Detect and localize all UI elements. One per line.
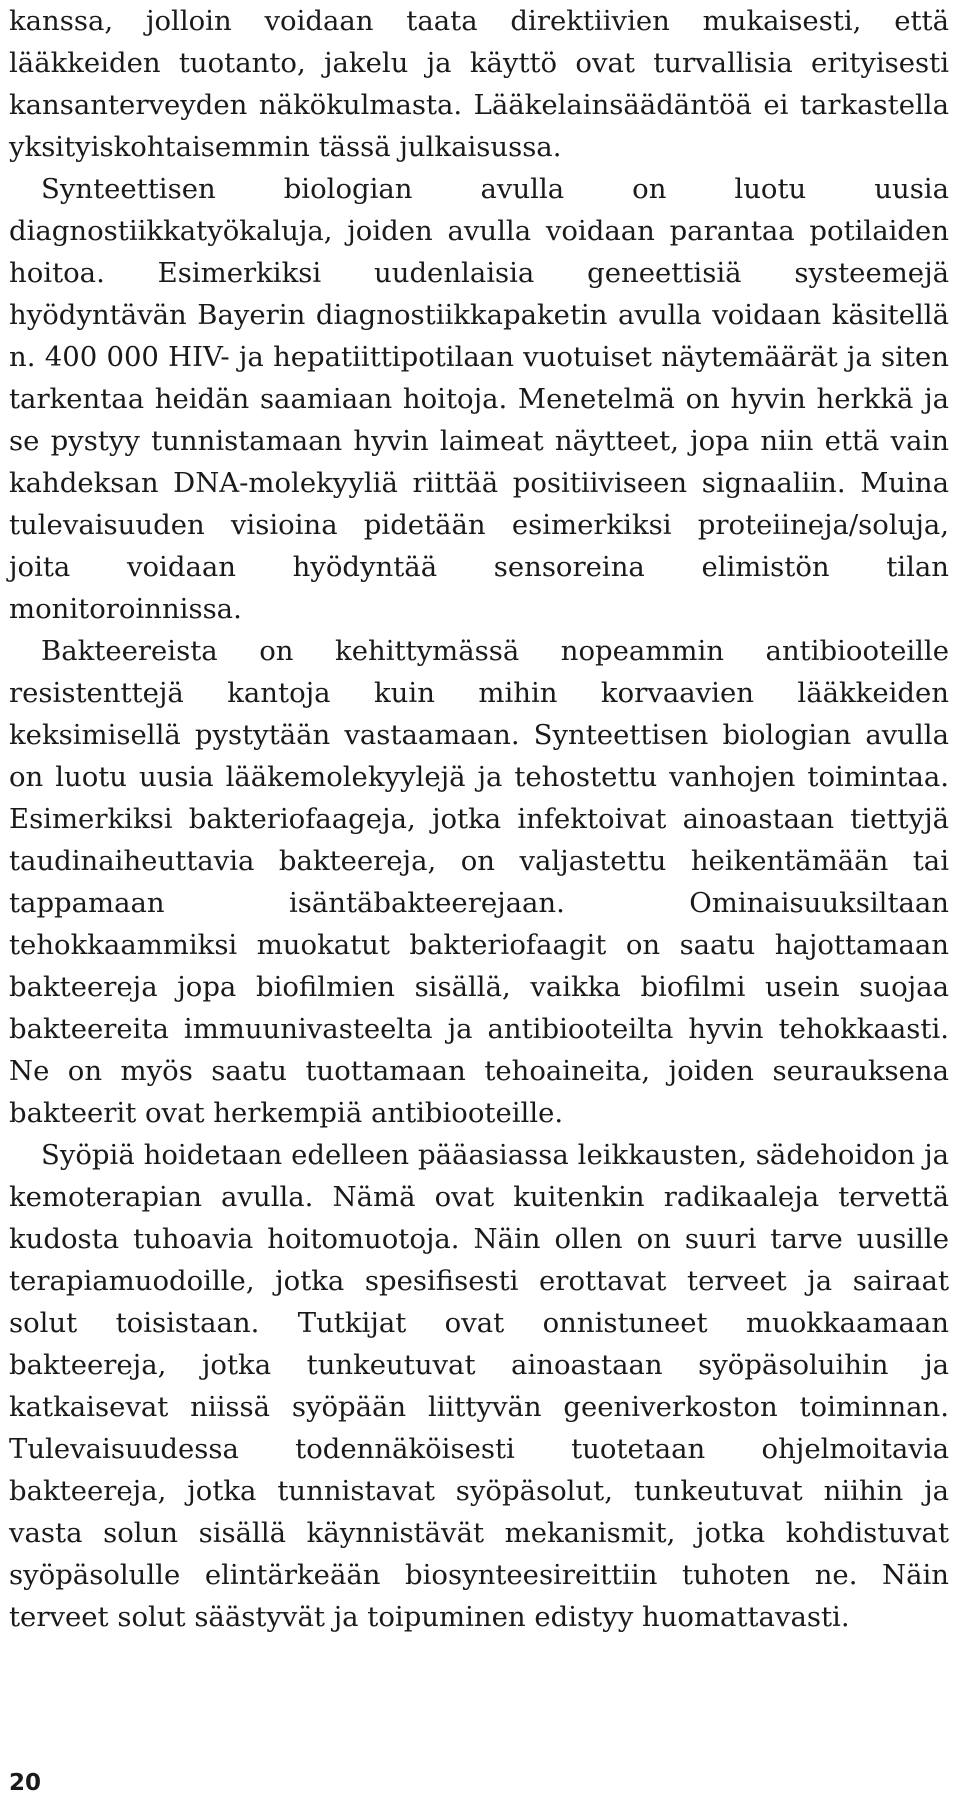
paragraph-continued: kanssa, jolloin voidaan taata direktiivien mukaisesti, että lääkkeiden tuotanto, jakelu ja käyttö ovat turvallisia erityisesti kansanterveyden näkökulmasta. Lääkelainsäädäntöä ei tarkastella yksityiskohtaisemmin tässä julkaisussa. [9,5,949,163]
paragraph-diagnostics: Synteettisen biologian avulla on luotu uusia diagnostiikkatyökaluja, joiden avulla voidaan parantaa potilaiden hoitoa. Esimerkiksi uudenlaisia geneettisiä systeemejä hyödyntävän Bayerin diagnostiikkapaketin avulla voidaan käsitellä n. 400 000 HIV- ja hepatiittipotilaan vuotuiset näytemäärät ja siten tarkentaa heidän saamiaan hoitoja. Menetelmä on hyvin herkkä ja se pystyy tunnistamaan hyvin laimeat näytteet, jopa niin että vain kahdeksan DNA-molekyyliä riittää positiiviseen signaaliin. Muina tulevaisuuden visioina pidetään esimerkiksi proteiineja/soluja, joita voidaan hyödyntää sensoreina elimistön tilan monitoroinnissa. [9,173,949,625]
paragraph-bacteria: Bakteereista on kehittymässä nopeammin antibiooteille resistenttejä kantoja kuin mihin korvaavien lääkkeiden keksimisellä pystytään vastaamaan. Synteettisen biologian avulla on luotu uusia lääkemolekyylejä ja tehostettu vanhojen toimintaa. Esimerkiksi bakteriofaageja, jotka infektoivat ainoastaan tiettyjä taudinaiheuttavia bakteereja, on valjastettu heikentämään tai tappamaan isäntäbakteerejaan. Ominaisuuksiltaan tehokkaammiksi muokatut bakteriofaagit on saatu hajottamaan bakteereja jopa biofilmien sisällä, vaikka biofilmi usein suojaa bakteereita immuunivasteelta ja antibiooteilta hyvin tehokkaasti. Ne on myös saatu tuottamaan tehoaineita, joiden seurauksena bakteerit ovat herkempiä antibiooteille. [9,635,949,1129]
body-text [9,0,949,1638]
page-number: 20 [9,1770,42,1796]
paragraph-cancer: Syöpiä hoidetaan edelleen pääasiassa leikkausten, sädehoidon ja kemoterapian avulla. Nämä ovat kuitenkin radikaaleja tervettä kudosta tuhoavia hoitomuotoja. Näin ollen on suuri tarve uusille terapiamuodoille, jotka spesifisesti erottavat terveet ja sairaat solut toisistaan. Tutkijat ovat onnistuneet muokkaamaan bakteereja, jotka tunkeutuvat ainoastaan syöpäsoluihin ja katkaisevat niissä syöpään liittyvän geeniverkoston toiminnan. Tulevaisuudessa todennäköisesti tuotetaan ohjelmoitavia bakteereja, jotka tunnistavat syöpäsolut, tunkeutuvat niihin ja vasta solun sisällä käynnistävät mekanismit, jotka kohdistuvat syöpäsolulle elintärkeään biosynteesireittiin tuhoten ne. Näin terveet solut säästyvät ja toipuminen edistyy huomattavasti. [9,1139,949,1633]
